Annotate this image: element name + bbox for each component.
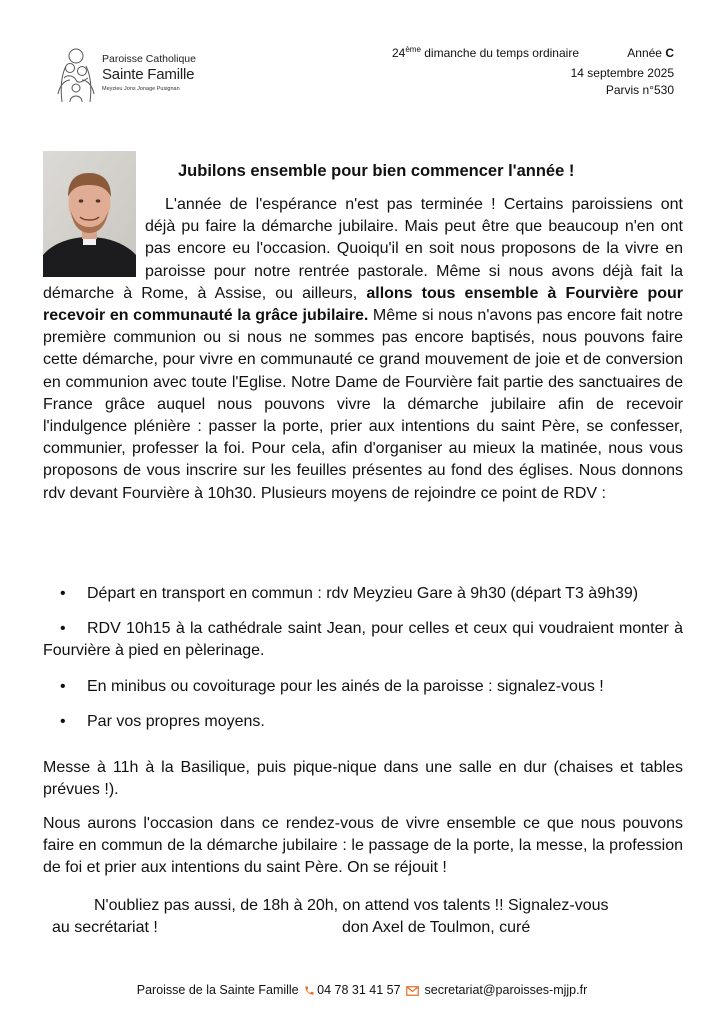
list-item-text: Par vos propres moyens.	[87, 712, 265, 730]
article-paragraph-2: Messe à 11h à la Basilique, puis pique-nique dans une salle en dur (chaises et tables prévues !).	[43, 759, 683, 799]
sunday-suffix: ème	[405, 45, 421, 54]
footer-phone-link[interactable]: 04 78 31 41 57	[317, 983, 401, 997]
logo-line-1: Paroisse Catholique	[102, 53, 196, 65]
issue-number: Parvis n°530	[605, 83, 674, 97]
year-value: C	[665, 46, 674, 60]
footer-email-link[interactable]: secretariat@paroisses-mjjp.fr	[424, 983, 588, 997]
list-item-text: Départ en transport en commun : rdv Meyzieu Gare à 9h30 (départ T3 à9h39)	[87, 585, 639, 602]
holy-family-logo-icon	[52, 44, 100, 106]
list-item	[43, 583, 683, 605]
article-title: Jubilons ensemble pour bien commencer l'année !	[178, 162, 575, 180]
signature: don Axel de Toulmon, curé	[342, 919, 531, 937]
paragraph-1-text-b: Même si nous n'avons pas encore fait notre première communion ou si nous ne sommes pas encore baptisés, nous pouvons faire cette démarche, pour vivre en communauté ce grand mouvement de joie et de conversion en communion avec toute l'Eglise. Notre Dame de Fourvière fait partie des sanctuaires de France grâce auquel nous pouvons vivre la démarche jubilaire afin de recevoir l'indulgence plénière : passer la porte, prier aux intentions du saint Père, se confesser, communier, professer la foi. Pour cela, afin d'organiser au mieux la matinée, nous vous proposons de vous inscrire sur les feuilles présentes au fond des églises. Nous donnons rdv devant Fourvière à 10h30. Plusieurs moyens de rejoindre ce point de RDV :	[43, 307, 683, 502]
list-item-text: En minibus ou covoiturage pour les ainés de la paroisse : signalez-vous !	[87, 677, 604, 695]
article-paragraph-1	[43, 194, 683, 505]
sunday-number: 24	[391, 46, 406, 60]
issue-date: 14 septembre 2025	[570, 66, 674, 80]
closing-line-2	[52, 917, 684, 939]
parish-logo	[52, 44, 202, 106]
sunday-rest: dimanche du temps ordinaire	[420, 46, 579, 60]
list-item	[43, 711, 683, 733]
list-item	[43, 618, 683, 662]
transport-options-list	[43, 583, 683, 746]
list-item	[43, 676, 683, 698]
paragraph-1-bold: allons tous ensemble à Fourvière pour recevoir en communauté la grâce jubilaire.	[43, 284, 683, 325]
secretariat-note: au secrétariat !	[52, 919, 158, 937]
liturgical-year	[627, 46, 674, 60]
bullet-icon: •	[60, 677, 66, 695]
email-icon	[406, 986, 419, 996]
bullet-icon: •	[60, 585, 66, 602]
phone-icon	[304, 985, 315, 996]
footer	[0, 983, 724, 997]
article-paragraph-3: Nous aurons l'occasion dans ce rendez-vous de vivre ensemble ce que nous pouvons faire en commun de la démarche jubilaire : le passage de la porte, la messe, la profession de foi et prier aux intentions du saint Père. On se réjouit !	[43, 815, 683, 877]
year-label: Année	[627, 46, 666, 60]
closing-note	[52, 895, 684, 939]
sunday-label	[392, 46, 579, 60]
logo-line-2: Sainte Famille	[102, 66, 195, 83]
logo-line-3: Meyzieu Jons Jonage Pusignan	[102, 86, 180, 92]
list-item-text: RDV 10h15 à la cathédrale saint Jean, pour celles et ceux qui voudraient monter à Fourvière à pied en pèlerinage.	[43, 620, 683, 660]
closing-line-1: N'oubliez pas aussi, de 18h à 20h, on attend vos talents !! Signalez-vous	[94, 897, 609, 914]
footer-parish: Paroisse de la Sainte Famille	[136, 983, 299, 997]
bullet-icon: •	[60, 620, 66, 638]
paragraph-1-text-a: L'année de l'espérance n'est pas terminée ! Certains paroissiens ont déjà pu faire la démarche jubilaire. Mais peut être que beaucoup n'en ont pas encore eu l'occasion. Quoiqu'il en soit nous proposons de la vivre en paroisse pour notre rentrée pastorale. Même si nous avons déjà fait la démarche à Rome, à Assise, ou ailleurs,	[43, 196, 683, 302]
bullet-icon: •	[60, 712, 66, 730]
